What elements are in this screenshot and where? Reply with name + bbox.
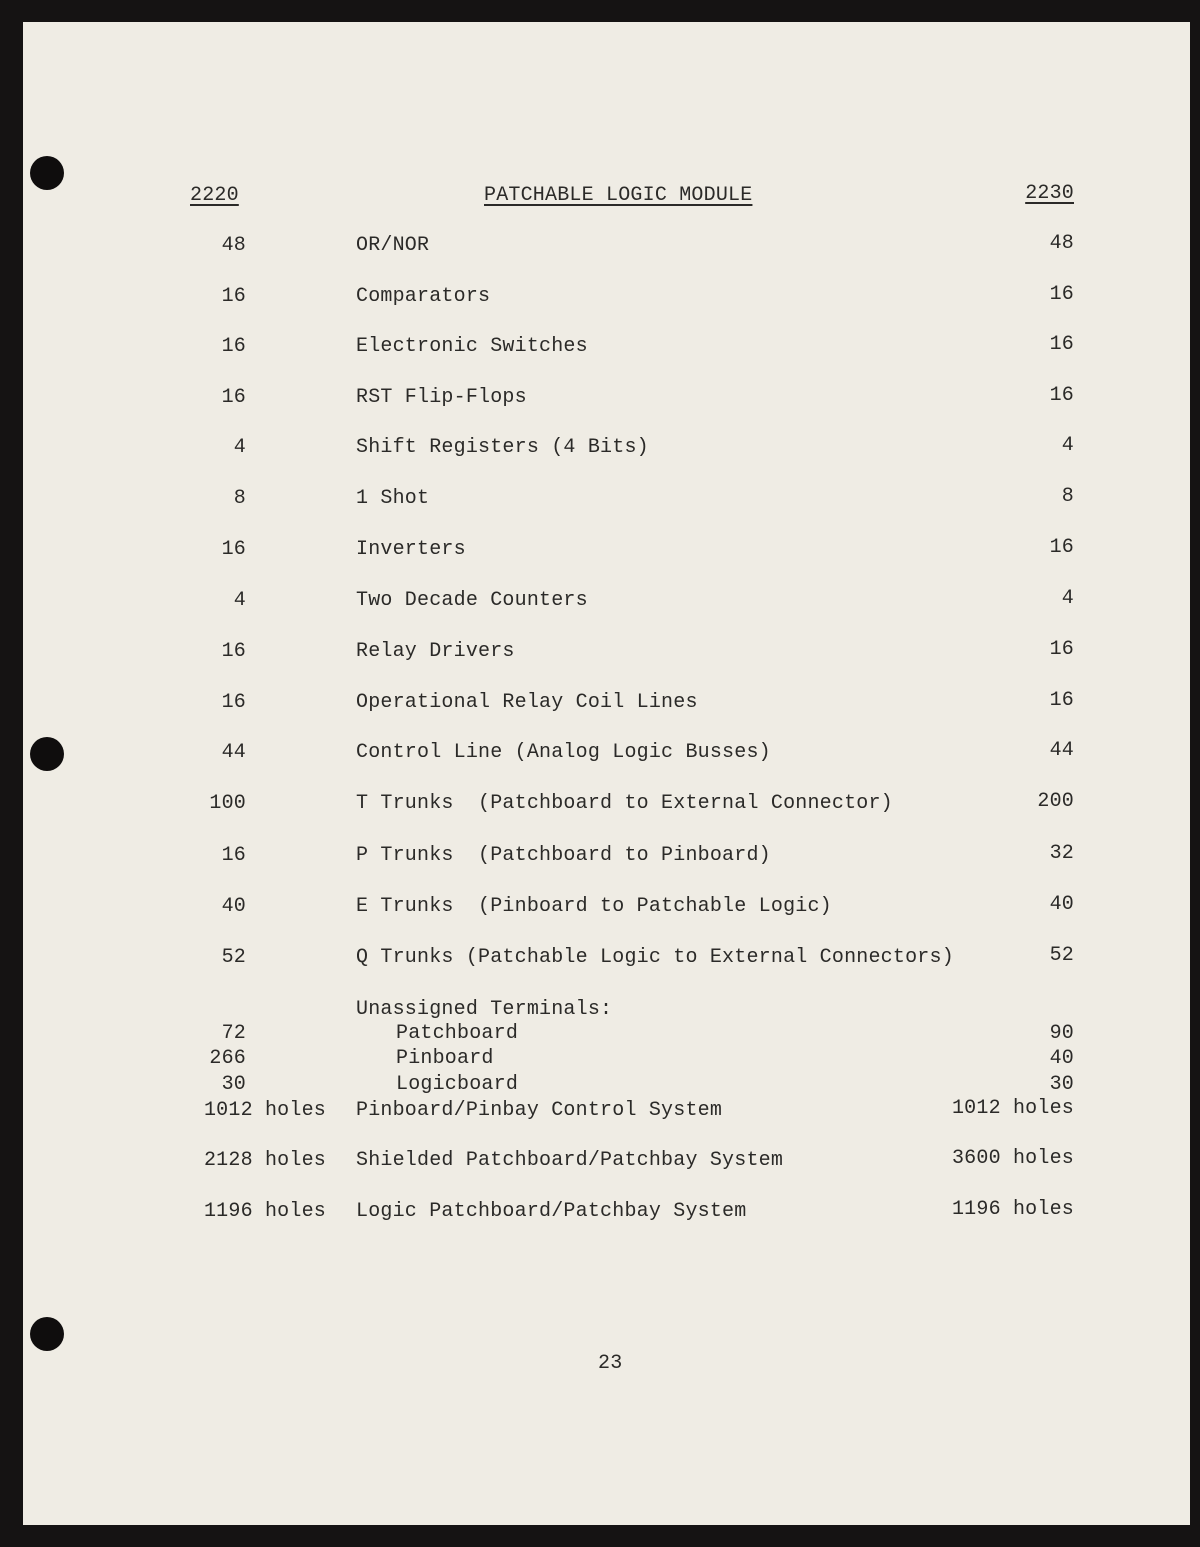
row-label: E Trunks (Pinboard to Patchable Logic) (356, 895, 832, 918)
row-2230-count: 16 (1049, 283, 1074, 306)
system-2220-holes: 2128 holes (203, 1149, 326, 1172)
row-label: Q Trunks (Patchable Logic to External Connectors) (356, 946, 954, 969)
system-label: Shielded Patchboard/Patchbay System (356, 1149, 784, 1172)
binder-hole-middle (30, 737, 64, 771)
row-label: Comparators (356, 285, 491, 308)
row-2230-count: 48 (1049, 232, 1074, 255)
row-2230-count: 16 (1049, 384, 1074, 407)
row-label: Two Decade Counters (356, 589, 588, 612)
unassigned-label: Patchboard (396, 1022, 519, 1045)
row-2230-count: 52 (1049, 944, 1074, 967)
row-2220-count: 4 (233, 589, 246, 612)
row-2230-count: 4 (1061, 434, 1074, 457)
system-2220-holes: 1012 holes (203, 1099, 326, 1122)
unassigned-2220-count: 72 (221, 1022, 246, 1045)
unassigned-2230-count: 40 (1049, 1047, 1074, 1070)
row-2230-count: 16 (1049, 333, 1074, 356)
row-2220-count: 8 (233, 487, 246, 510)
page-number: 23 (598, 1352, 623, 1375)
row-2230-count: 8 (1061, 485, 1074, 508)
row-label: T Trunks (Patchboard to External Connector) (356, 792, 893, 815)
binder-hole-bottom (30, 1317, 64, 1351)
row-label: P Trunks (Patchboard to Pinboard) (356, 844, 771, 867)
unassigned-2220-count: 266 (209, 1047, 246, 1070)
row-2230-count: 44 (1049, 739, 1074, 762)
header-right-model: 2230 (1025, 182, 1074, 205)
unassigned-heading: Unassigned Terminals: (356, 998, 613, 1021)
row-label: RST Flip-Flops (356, 386, 527, 409)
row-2220-count: 16 (221, 691, 246, 714)
row-label: Operational Relay Coil Lines (356, 691, 698, 714)
unassigned-2230-count: 90 (1049, 1022, 1074, 1045)
row-2220-count: 16 (221, 285, 246, 308)
row-label: Shift Registers (4 Bits) (356, 436, 649, 459)
row-2230-count: 4 (1061, 587, 1074, 610)
unassigned-2230-count: 30 (1049, 1073, 1074, 1096)
row-2230-count: 16 (1049, 689, 1074, 712)
unassigned-2220-count: 30 (221, 1073, 246, 1096)
row-2230-count: 32 (1049, 842, 1074, 865)
row-2220-count: 16 (221, 335, 246, 358)
system-2230-holes: 3600 holes (951, 1147, 1074, 1170)
unassigned-label: Logicboard (396, 1073, 519, 1096)
system-2230-holes: 1012 holes (951, 1097, 1074, 1120)
row-2220-count: 16 (221, 386, 246, 409)
row-2220-count: 48 (221, 234, 246, 257)
system-label: Pinboard/Pinbay Control System (356, 1099, 723, 1122)
row-2220-count: 52 (221, 946, 246, 969)
row-2220-count: 4 (233, 436, 246, 459)
page-title: PATCHABLE LOGIC MODULE (484, 184, 753, 207)
row-2230-count: 200 (1037, 790, 1074, 813)
binder-hole-top (30, 156, 64, 190)
row-2230-count: 16 (1049, 536, 1074, 559)
system-2220-holes: 1196 holes (203, 1200, 326, 1223)
system-label: Logic Patchboard/Patchbay System (356, 1200, 747, 1223)
header-left-model: 2220 (190, 184, 239, 207)
row-2230-count: 16 (1049, 638, 1074, 661)
row-2230-count: 40 (1049, 893, 1074, 916)
row-label: OR/NOR (356, 234, 430, 257)
row-2220-count: 16 (221, 844, 246, 867)
row-2220-count: 16 (221, 640, 246, 663)
row-label: 1 Shot (356, 487, 430, 510)
row-2220-count: 100 (209, 792, 246, 815)
paper-page (23, 22, 1190, 1525)
row-label: Electronic Switches (356, 335, 588, 358)
row-label: Control Line (Analog Logic Busses) (356, 741, 771, 764)
row-label: Inverters (356, 538, 466, 561)
system-2230-holes: 1196 holes (951, 1198, 1074, 1221)
row-2220-count: 44 (221, 741, 246, 764)
row-2220-count: 16 (221, 538, 246, 561)
row-label: Relay Drivers (356, 640, 515, 663)
unassigned-label: Pinboard (396, 1047, 494, 1070)
row-2220-count: 40 (221, 895, 246, 918)
